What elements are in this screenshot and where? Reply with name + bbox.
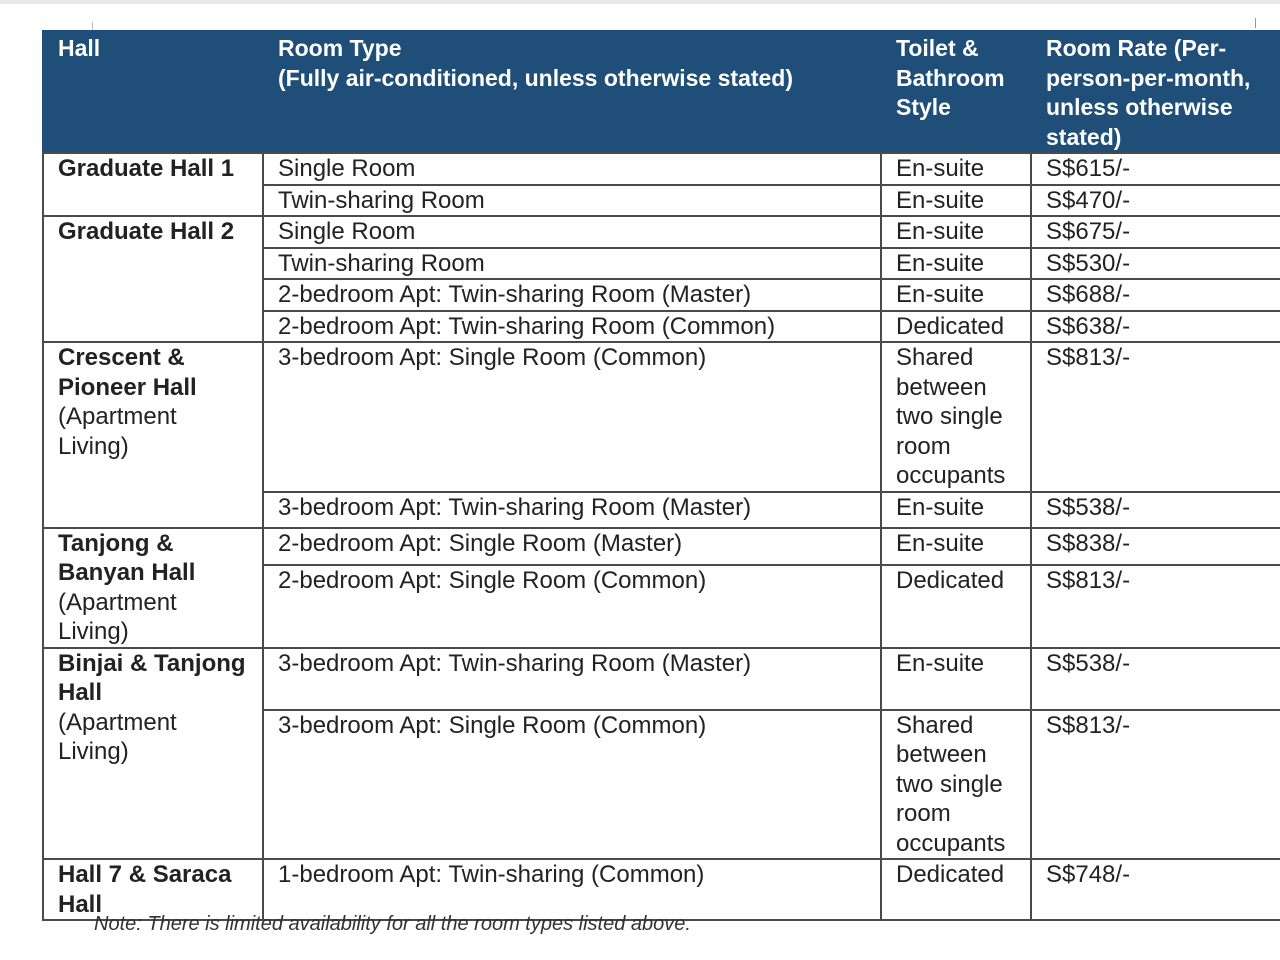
room-type-cell: Twin-sharing Room: [263, 248, 881, 280]
bathroom-cell: Dedicated: [881, 311, 1031, 343]
bathroom-cell: En-suite: [881, 248, 1031, 280]
bathroom-cell: En-suite: [881, 492, 1031, 528]
bathroom-cell: En-suite: [881, 528, 1031, 565]
hall-cell: Hall 7 & Saraca Hall: [43, 859, 263, 920]
bathroom-cell: En-suite: [881, 153, 1031, 185]
rate-cell: S$638/-: [1031, 311, 1280, 343]
bathroom-cell: Shared between two single room occupants: [881, 710, 1031, 860]
bathroom-cell: En-suite: [881, 216, 1031, 248]
rate-cell: S$538/-: [1031, 492, 1280, 528]
hall-cell: Graduate Hall 2: [43, 216, 263, 342]
rate-cell: S$748/-: [1031, 859, 1280, 920]
hall-cell: Tanjong & Banyan Hall (Apartment Living): [43, 528, 263, 648]
header-room-type: Room Type (Fully air-conditioned, unless otherwise stated): [263, 31, 881, 153]
room-type-cell: 3-bedroom Apt: Single Room (Common): [263, 710, 881, 860]
room-type-cell: 3-bedroom Apt: Twin-sharing Room (Master): [263, 492, 881, 528]
room-type-cell: 3-bedroom Apt: Twin-sharing Room (Master): [263, 648, 881, 710]
rate-cell: S$838/-: [1031, 528, 1280, 565]
bathroom-cell: En-suite: [881, 279, 1031, 311]
rate-cell: S$538/-: [1031, 648, 1280, 710]
header-bathroom-style: Toilet & Bathroom Style: [881, 31, 1031, 153]
room-type-cell: Twin-sharing Room: [263, 185, 881, 217]
header-hall: Hall: [43, 31, 263, 153]
bathroom-cell: Shared between two single room occupants: [881, 342, 1031, 492]
room-type-cell: 2-bedroom Apt: Twin-sharing Room (Master): [263, 279, 881, 311]
rate-cell: S$530/-: [1031, 248, 1280, 280]
rate-cell: S$470/-: [1031, 185, 1280, 217]
room-type-cell: Single Room: [263, 216, 881, 248]
room-type-cell: 2-bedroom Apt: Twin-sharing Room (Common): [263, 311, 881, 343]
rate-cell: S$813/-: [1031, 710, 1280, 860]
rate-cell: S$615/-: [1031, 153, 1280, 185]
bathroom-cell: Dedicated: [881, 565, 1031, 648]
table-row: [43, 342, 1280, 492]
room-type-cell: Single Room: [263, 153, 881, 185]
header-room-rate: Room Rate (Per-person-per-month, unless otherwise stated): [1031, 31, 1280, 153]
hall-cell: Graduate Hall 1: [43, 153, 263, 216]
bathroom-cell: En-suite: [881, 648, 1031, 710]
table-row: [43, 528, 1280, 565]
rate-cell: S$688/-: [1031, 279, 1280, 311]
table-row: [43, 859, 1280, 920]
page-margin-mark: [1255, 18, 1256, 28]
table-row: [43, 216, 1280, 248]
table-header-row: [43, 31, 1280, 153]
rate-cell: S$675/-: [1031, 216, 1280, 248]
rate-cell: S$813/-: [1031, 565, 1280, 648]
hall-cell: Binjai & Tanjong Hall (Apartment Living): [43, 648, 263, 860]
bathroom-cell: En-suite: [881, 185, 1031, 217]
room-type-cell: 1-bedroom Apt: Twin-sharing (Common): [263, 859, 881, 920]
room-type-cell: 2-bedroom Apt: Single Room (Common): [263, 565, 881, 648]
table-row: [43, 153, 1280, 185]
hall-cell: Crescent & Pioneer Hall (Apartment Living): [43, 342, 263, 528]
room-rates-table: [42, 30, 1280, 921]
page-margin-mark: [92, 22, 93, 30]
rate-cell: S$813/-: [1031, 342, 1280, 492]
room-type-cell: 3-bedroom Apt: Single Room (Common): [263, 342, 881, 492]
page-top-edge: [0, 0, 1280, 4]
bathroom-cell: Dedicated: [881, 859, 1031, 920]
table-row: [43, 648, 1280, 710]
room-type-cell: 2-bedroom Apt: Single Room (Master): [263, 528, 881, 565]
availability-note: Note: There is limited availability for all the room types listed above.: [94, 913, 691, 935]
